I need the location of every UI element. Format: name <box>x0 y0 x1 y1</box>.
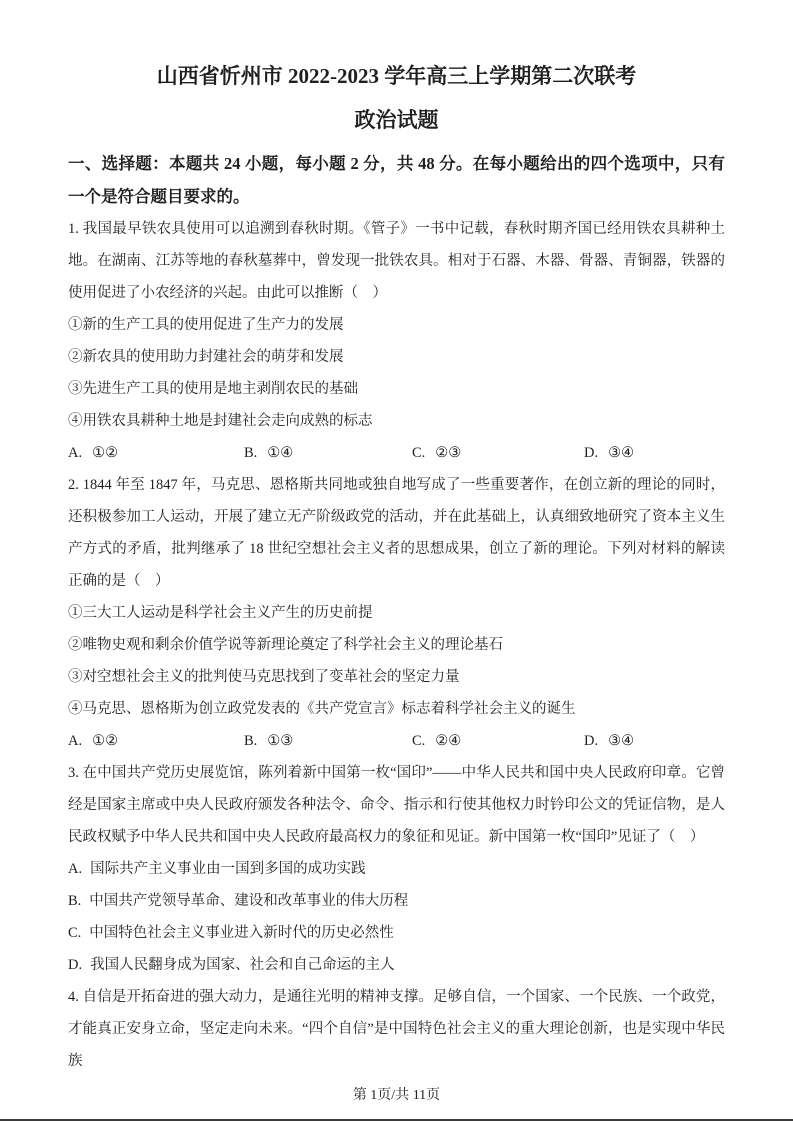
choice-text: ①② <box>92 445 119 461</box>
question-2-statement-3: ③对空想社会主义的批判使马克思找到了变革社会的坚定力量 <box>68 669 460 685</box>
choice-label: D. <box>584 733 599 749</box>
choice-text: ②③ <box>435 445 462 461</box>
question-2-stem: 2. 1844 年至 1847 年，马克思、恩格斯共同地或独自地写成了一些重要著作，在创立新的理论的同时，还积极参加工人运动，开展了建立无产阶级政党的活动，并在此基础上，认真细致地研究了资本主义生产方式的矛盾，批判继承了 18 世纪空想社会主义者的思想成果，创立了新的理论。下列对材料的解读正确的是（ ） <box>68 477 725 589</box>
choice-text: 中国特色社会主义事业进入新时代的历史必然性 <box>89 925 394 941</box>
question-1-choice-b <box>244 437 412 469</box>
question-1-choice-c <box>412 437 584 469</box>
choice-label: A. <box>68 733 83 749</box>
question-1-statement-2: ②新农具的使用助力封建社会的萌芽和发展 <box>68 349 344 365</box>
question-2-choice-c <box>412 725 584 757</box>
choice-label: C. <box>68 925 82 941</box>
question-1-choice-d <box>584 437 725 469</box>
question-2-statement-1: ①三大工人运动是科学社会主义产生的历史前提 <box>68 605 373 621</box>
document-title: 山西省忻州市 2022-2023 学年高三上学期第二次联考 <box>156 64 637 88</box>
question-3-choice-b <box>68 885 725 917</box>
question-2-choice-d <box>584 725 725 757</box>
question-2 <box>68 469 725 757</box>
choice-label: C. <box>412 445 426 461</box>
choice-text: 国际共产主义事业由一国到多国的成功实践 <box>90 861 366 877</box>
choice-label: D. <box>68 957 83 973</box>
section-heading: 一、选择题：本题共 24 小题，每小题 2 分，共 48 分。在每小题给出的四个选项中，只有一个是符合题目要求的。 <box>68 154 725 206</box>
choice-text: ③④ <box>608 733 635 749</box>
choice-text: 我国人民翻身成为国家、社会和自己命运的主人 <box>90 957 395 973</box>
question-2-choice-a <box>68 725 244 757</box>
choice-label: B. <box>68 893 82 909</box>
choice-label: D. <box>584 445 599 461</box>
question-2-statement-4: ④马克思、恩格斯为创立政党发表的《共产党宣言》标志着科学社会主义的诞生 <box>68 701 576 717</box>
question-2-statement-2: ②唯物史观和剩余价值学说等新理论奠定了科学社会主义的理论基石 <box>68 637 503 653</box>
choice-label: B. <box>244 733 258 749</box>
question-3 <box>68 757 725 981</box>
question-1-choices <box>68 437 725 469</box>
question-3-choice-d <box>68 949 725 981</box>
question-3-stem: 3. 在中国共产党历史展览馆，陈列着新中国第一枚“国印”——中华人民共和国中央人民政府印章。它曾经是国家主席或中央人民政府颁发各种法令、命令、指示和行使其他权力时钤印公文的凭证信物，是人民政权赋予中华人民共和国中央人民政府最高权力的象征和见证。新中国第一枚“国印”见证了（ ） <box>68 765 725 845</box>
choice-text: 中国共产党领导革命、建设和改革事业的伟大历程 <box>89 893 409 909</box>
page-number-indicator: 第 1页/共 11页 <box>352 1088 441 1103</box>
choice-label: B. <box>244 445 258 461</box>
choice-text: ③④ <box>608 445 635 461</box>
question-4 <box>68 981 725 1077</box>
document-subtitle: 政治试题 <box>354 108 439 132</box>
page-bottom-border <box>0 1119 793 1121</box>
choice-label: C. <box>412 733 426 749</box>
question-1-stem: 1. 我国最早铁农具使用可以追溯到春秋时期。《管子》一书中记载，春秋时期齐国已经用铁农具耕种土地。在湖南、江苏等地的春秋墓葬中，曾发现一批铁农具。相对于石器、木器、骨器、青铜器，铁器的使用促进了小农经济的兴起。由此可以推断（ ） <box>68 221 725 301</box>
question-2-choice-b <box>244 725 412 757</box>
choice-text: ②④ <box>435 733 462 749</box>
choice-label: A. <box>68 445 83 461</box>
question-1-choice-a <box>68 437 244 469</box>
choice-text: ①③ <box>267 733 294 749</box>
choice-text: ①② <box>92 733 119 749</box>
question-3-choice-c <box>68 917 725 949</box>
question-2-choices <box>68 725 725 757</box>
question-1-statement-3: ③先进生产工具的使用是地主剥削农民的基础 <box>68 381 358 397</box>
question-3-choice-a <box>68 853 725 885</box>
choice-label: A. <box>68 861 83 877</box>
question-4-stem: 4. 自信是开拓奋进的强大动力，是通往光明的精神支撑。足够自信，一个国家、一个民族、一个政党，才能真正安身立命，坚定走向未来。“四个自信”是中国特色社会主义的重大理论创新，也是实现中华民族 <box>68 989 725 1069</box>
choice-text: ①④ <box>267 445 294 461</box>
question-1-statement-1: ①新的生产工具的使用促进了生产力的发展 <box>68 317 344 333</box>
question-1-statement-4: ④用铁农具耕种土地是封建社会走向成熟的标志 <box>68 413 373 429</box>
question-1 <box>68 213 725 469</box>
